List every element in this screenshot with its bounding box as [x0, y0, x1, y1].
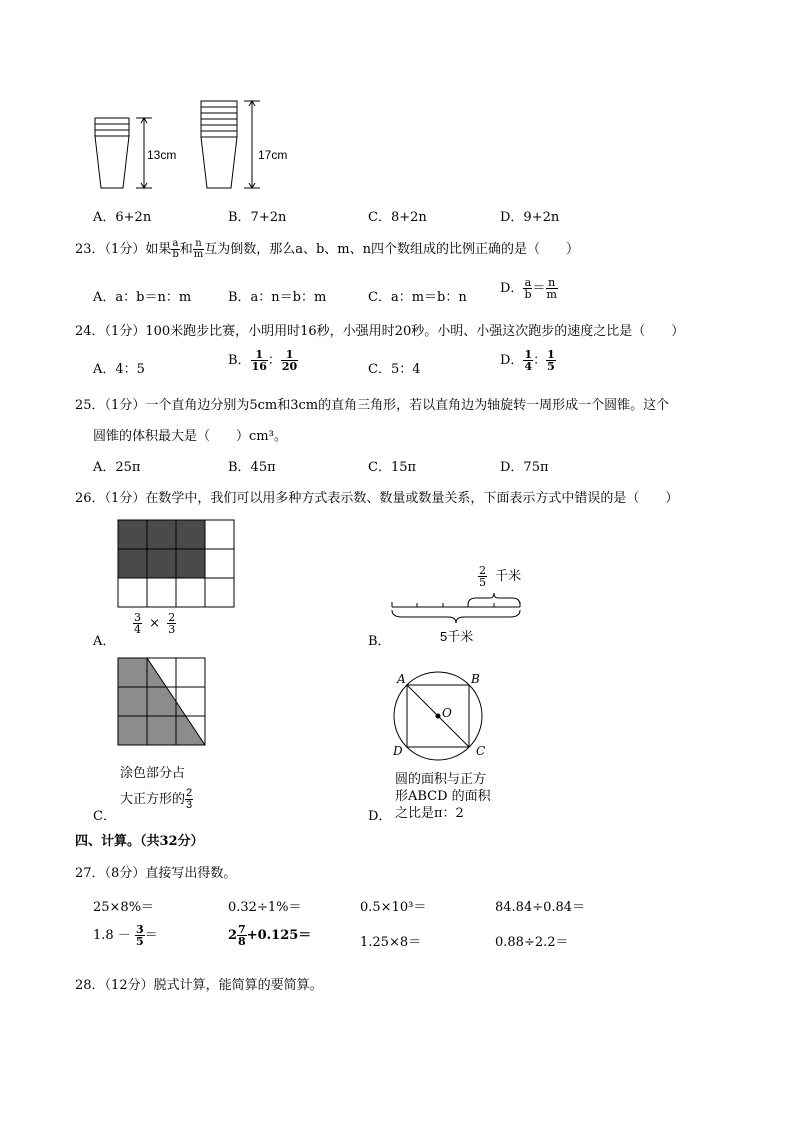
q27-r1-c3: 0.5×10³＝: [360, 900, 427, 915]
cups-large-height-label: 17cm: [258, 148, 288, 162]
q27-r1-c1: 25×8%＝: [93, 900, 155, 915]
q27-r2-c4: 0.88÷2.2＝: [495, 935, 569, 950]
q23-option-b[interactable]: B．a：n＝b：m: [228, 290, 327, 305]
cups-small-height-label: 13cm: [147, 148, 177, 162]
q26-d-point-o: O: [442, 706, 452, 720]
q27-r2-c3: 1.25×8＝: [360, 935, 422, 950]
q27-r1-c2: 0.32÷1%＝: [228, 900, 302, 915]
q26-d-point-a: A: [397, 672, 406, 686]
q24-option-c[interactable]: C．5：4: [368, 362, 421, 377]
q26-option-b-label[interactable]: B．: [368, 634, 391, 649]
q26-stem: 26．（1分）在数学中，我们可以用多种方式表示数、数量或数量关系，下面表示方式中错误的是（ ）: [75, 491, 679, 506]
q24-stem: 24．（1分）100米跑步比赛，小明用时16秒，小强用时20秒。小明、小强这次跑步的速度之比是（ ）: [75, 324, 685, 339]
q26-c-text-line1: 涂色部分占: [120, 765, 186, 780]
q22-option-d[interactable]: D．9+2n: [500, 210, 560, 225]
q23-option-c[interactable]: C．a：m＝b：n: [368, 290, 467, 305]
q23-stem: 23．（1分）如果 $\frac{a}{b}$ 和 $\frac{n}{m}$ 互为倒数，那么a、b、m、n四个数组成的比例正确的是（ ）: [75, 238, 580, 260]
q25-option-d[interactable]: D．75π: [500, 460, 549, 475]
q26-a-grid-figure: [118, 520, 236, 608]
q25-option-c[interactable]: C．15π: [368, 460, 417, 475]
q23-option-d[interactable]: D． $\frac{a}{b}$ ＝ $\frac{n}{m}$: [500, 276, 557, 301]
q26-b-fraction-label: $\frac{2}{5}$ 千米: [479, 564, 522, 589]
q25-option-a[interactable]: A．25π: [93, 460, 141, 475]
q24-option-d[interactable]: D． $\frac{1}{4}$ ： $\frac{1}{5}$: [500, 348, 555, 373]
q26-d-point-c: C: [476, 744, 486, 758]
q22-option-a[interactable]: A．6+2n: [93, 210, 152, 225]
q25-stem-line2: 圆锥的体积最大是（ ）cm³。: [93, 429, 287, 444]
q26-option-a-label[interactable]: A．: [93, 634, 116, 649]
q27-r2-c1: 1.8 － $\frac{3}{5}$ ＝: [93, 923, 158, 948]
q25-stem-line1: 25．（1分）一个直角边分别为5cm和3cm的直角三角形，若以直角边为轴旋转一周形成一个圆锥。这个: [75, 398, 670, 413]
q27-r1-c4: 84.84÷0.84＝: [495, 900, 586, 915]
q27-stem: 27．（8分）直接写出得数。: [75, 866, 237, 881]
q26-d-point-d: D: [393, 744, 403, 758]
q26-option-d-label[interactable]: D．: [368, 809, 392, 824]
q24-option-a[interactable]: A．4：5: [93, 362, 145, 377]
q23-option-a[interactable]: A．a：b＝n：m: [93, 290, 192, 305]
q26-d-text-line3: 之比是π：2: [395, 806, 464, 821]
q26-d-text-line2: 形ABCD 的面积: [395, 789, 491, 804]
q26-b-line-figure: [390, 590, 530, 630]
q26-d-text-line1: 圆的面积与正方: [395, 772, 487, 787]
q26-c-text-line2: 大正方形的 $\frac{2}{3}$: [120, 787, 193, 812]
q24-option-b[interactable]: B． $\frac{1}{16}$ ： $\frac{1}{20}$: [228, 348, 298, 373]
q26-d-point-b: B: [471, 672, 480, 686]
q26-c-grid-figure: [118, 658, 208, 748]
q22-option-c[interactable]: C．8+2n: [368, 210, 427, 225]
q27-r2-c2: 2 $\frac{7}{8}$ +0.125＝: [228, 923, 312, 948]
q26-option-c-label[interactable]: C．: [93, 809, 116, 824]
q26-a-expression: $\frac{3}{4}$ × $\frac{2}{3}$: [134, 611, 176, 636]
q26-b-total-label: 5千米: [440, 629, 474, 644]
cups-large-stack-figure: [196, 100, 316, 195]
section-4-title: 四、计算。（共32分）: [75, 834, 204, 849]
q22-option-b[interactable]: B．7+2n: [228, 210, 287, 225]
q25-option-b[interactable]: B．45π: [228, 460, 276, 475]
q28-stem: 28．（12分）脱式计算，能简算的要简算。: [75, 978, 323, 993]
